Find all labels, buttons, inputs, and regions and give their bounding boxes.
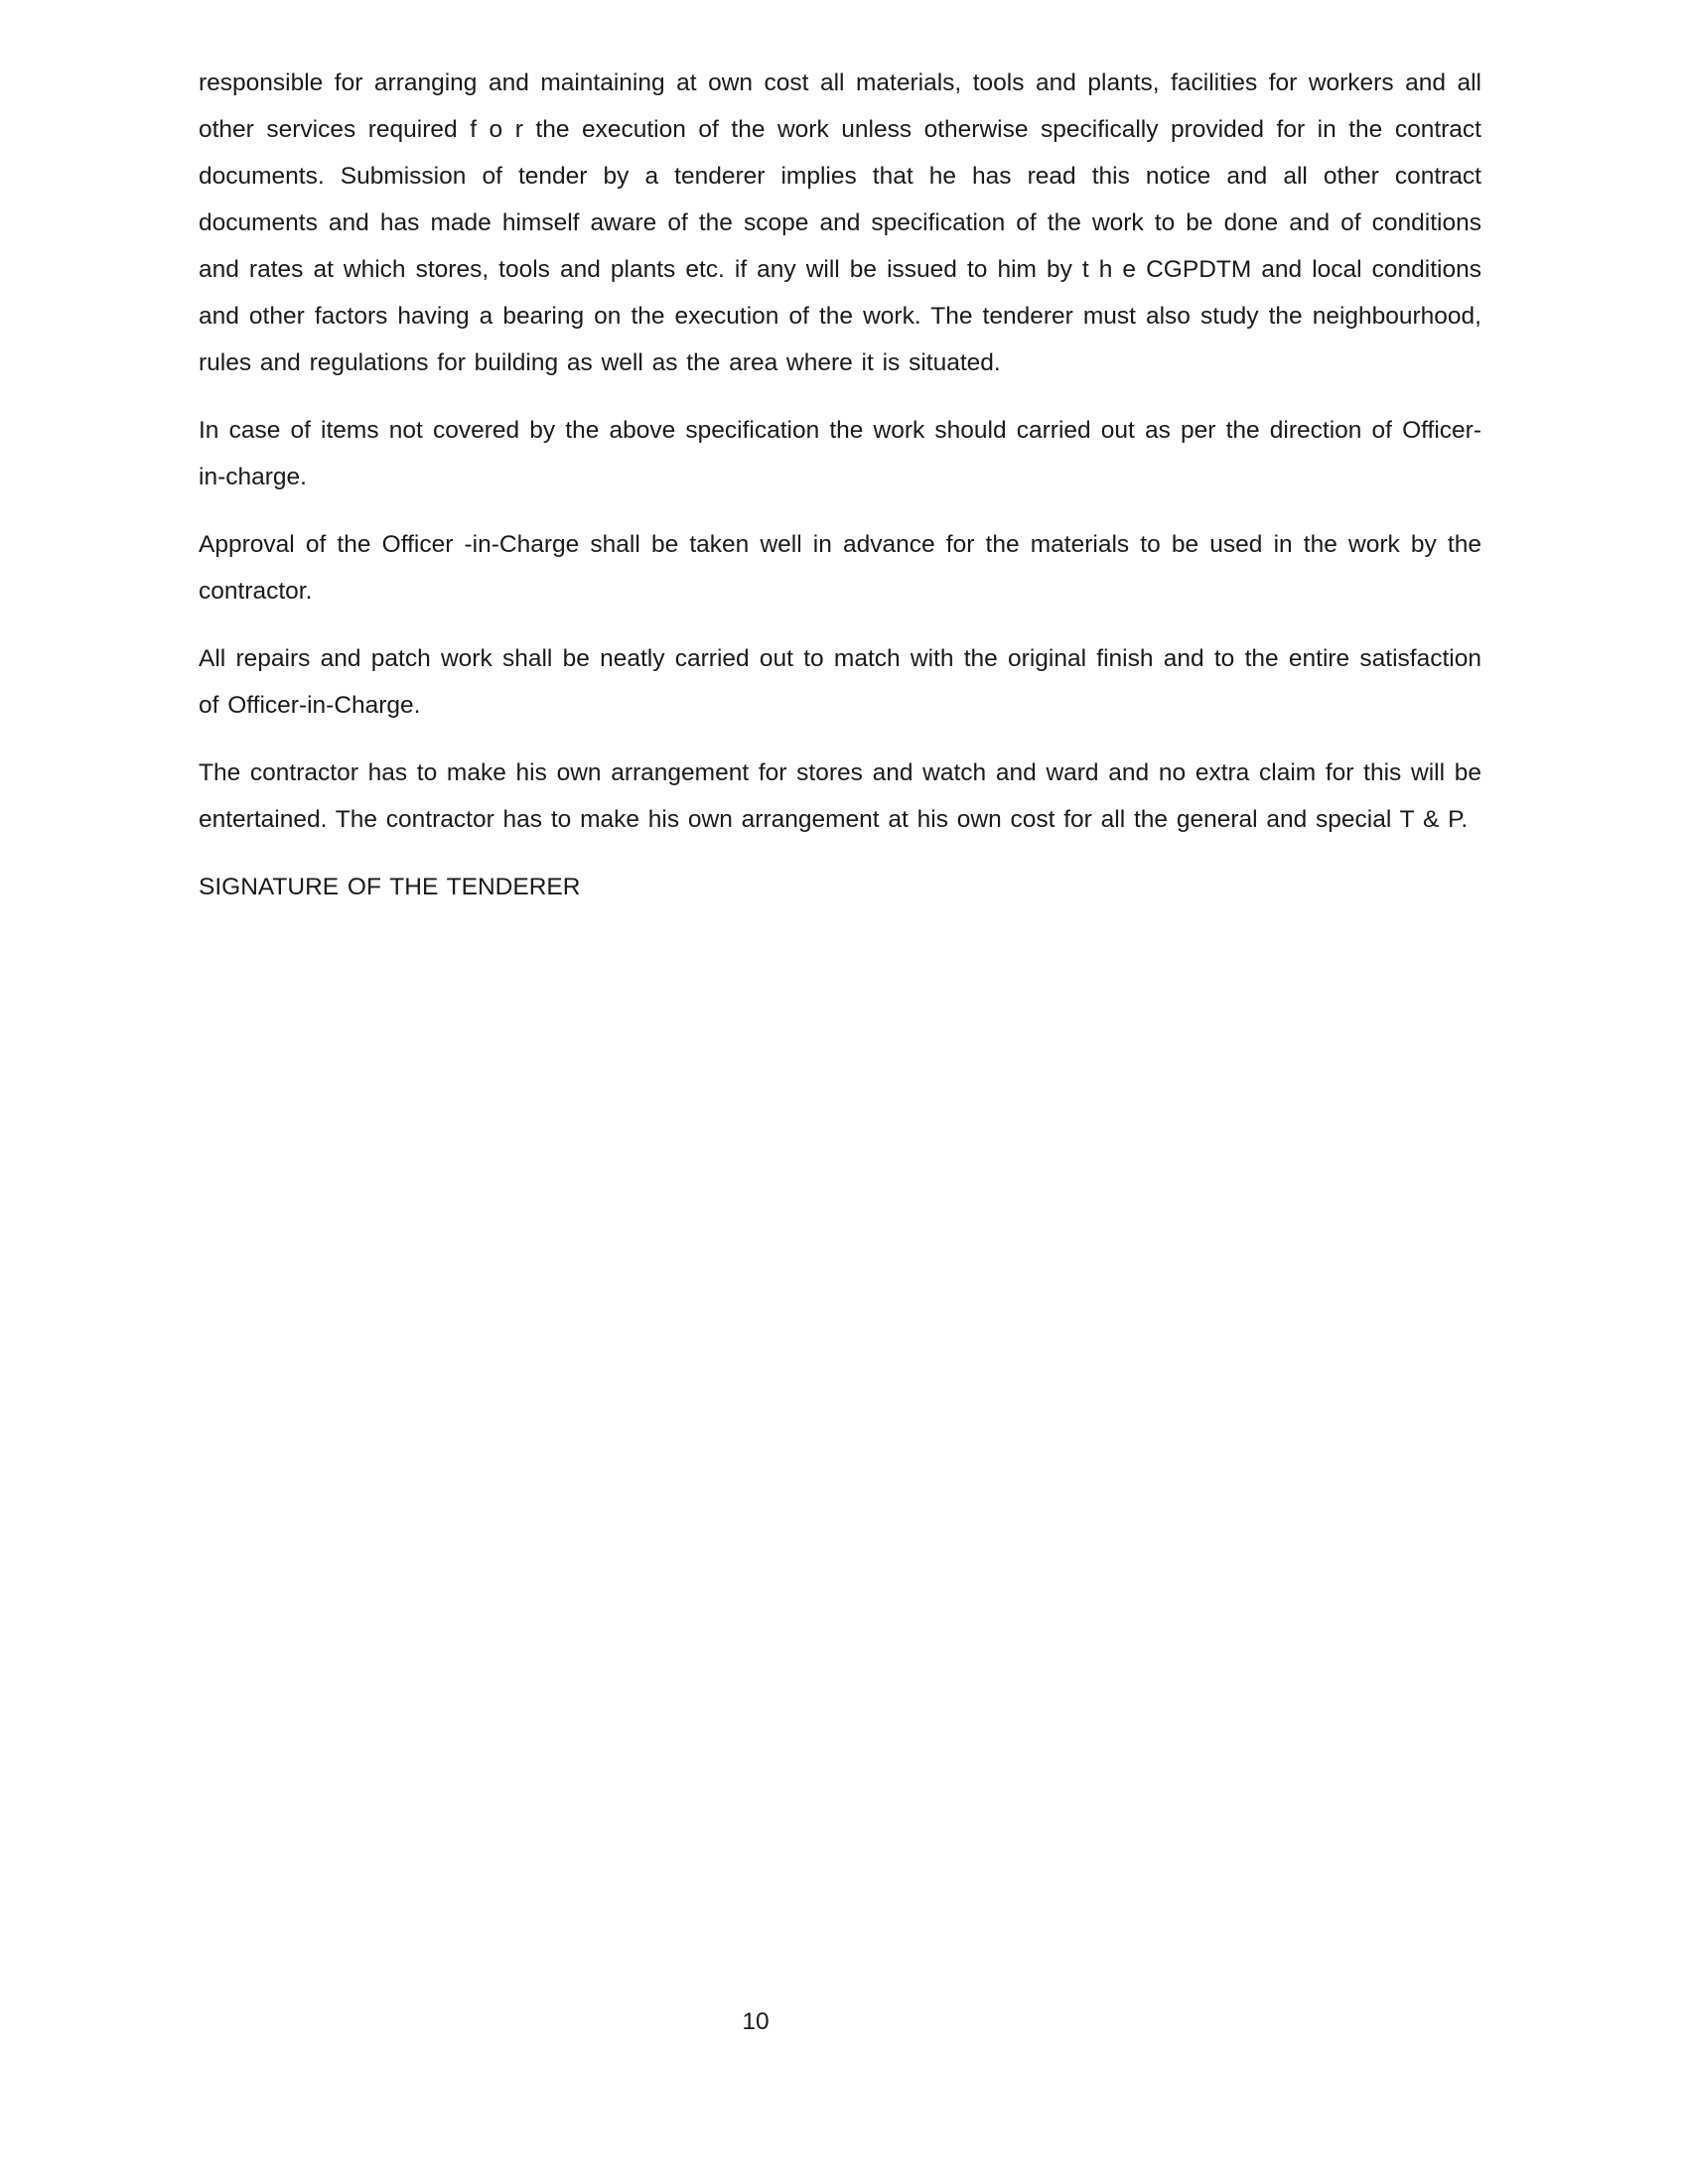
paragraph-contractor-arrangement: The contractor has to make his own arrangement for stores and watch and ward and no extra claim for this will be entertained. The contractor has to make his own arrangement at his own cost for all the general and special T & P. (199, 759, 1481, 833)
paragraph-approval-of-materials: Approval of the Officer -in-Charge shall be taken well in advance for the materials to be used in the work by the contractor. (199, 531, 1481, 605)
document-body (199, 60, 1481, 931)
paragraph-responsibilities: responsible for arranging and maintaining at own cost all materials, tools and plants, facilities for workers and all other services required f o r the execution of the work unless otherwise specifically provided for in the contract documents. Submission of tender by a tenderer implies that he has read this notice and all other contract documents and has made himself aware of the scope and specification of the work to be done and of conditions and rates at which stores, tools and plants etc. if any will be issued to him by t h e CGPDTM and local conditions and other factors having a bearing on the execution of the work. The tenderer must also study the neighbourhood, rules and regulations for building as well as the area where it is situated. (199, 69, 1481, 376)
paragraph-items-not-covered: In case of items not covered by the above specification the work should carried out as per the direction of Officer-in-charge. (199, 417, 1481, 490)
paragraph-repairs-patch-work: All repairs and patch work shall be neatly carried out to match with the original finish and to the entire satisfaction of Officer-in-Charge. (199, 645, 1481, 719)
signature-line: SIGNATURE OF THE TENDERER (199, 874, 581, 900)
page-number: 10 (742, 2008, 770, 2035)
